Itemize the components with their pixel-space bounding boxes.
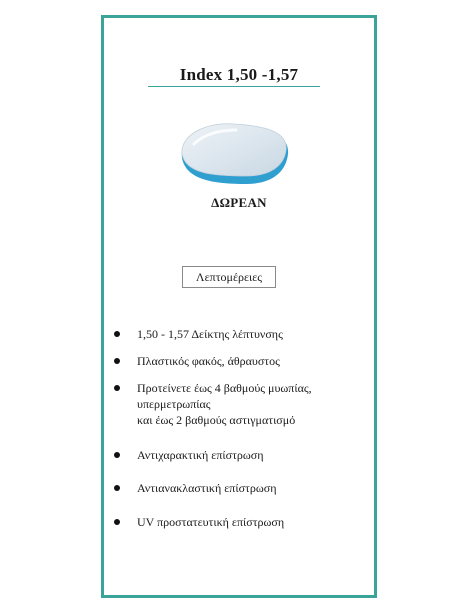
feature-text: Πλαστικός φακός, άθραυστος bbox=[137, 354, 280, 368]
feature-text: και έως 2 βαθμούς αστιγματισμό bbox=[137, 413, 296, 427]
product-card bbox=[101, 15, 377, 598]
bullet-icon bbox=[114, 331, 120, 337]
feature-text: UV προστατευτική επίστρωση bbox=[137, 515, 285, 529]
feature-text: Αντιχαρακτική επίστρωση bbox=[137, 448, 264, 462]
bullet-icon bbox=[114, 485, 120, 491]
feature-text: Προτείνετε έως 4 βαθμούς μυωπίας, bbox=[137, 381, 312, 395]
feature-text: 1,50 - 1,57 Δείκτης λέπτυνσης bbox=[137, 327, 283, 341]
bullet-icon bbox=[114, 358, 120, 364]
bullet-icon bbox=[114, 519, 120, 525]
price-label: ΔΩΡΕΑΝ bbox=[211, 195, 267, 210]
product-title: Index 1,50 -1,57 bbox=[179, 65, 299, 84]
bullet-icon bbox=[114, 385, 120, 391]
bullet-icon bbox=[114, 452, 120, 458]
title-underline bbox=[148, 86, 320, 87]
lens-icon bbox=[174, 118, 294, 190]
details-button[interactable]: Λεπτομέρειες bbox=[182, 266, 276, 288]
feature-text: Αντιανακλαστική επίστρωση bbox=[137, 481, 277, 495]
feature-text: υπερμετρωπίας bbox=[137, 397, 211, 411]
